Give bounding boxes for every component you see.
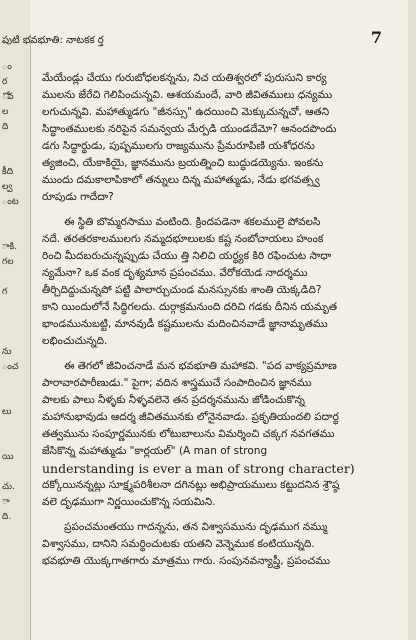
text-line: వలె దృఢముగా నిర్ణయించుకొన్న సయమిని. [42,496,216,508]
edge-fragment [2,375,28,390]
edge-fragment: గ [2,287,8,297]
text-line: ప్రపంచమంతయు గాదన్నను, తన విశ్వాసమును దృఢముగ నమ్ము [64,521,328,533]
text-line: పాలకు పాలు నీళ్ళకు నీళ్ళవలెనె తన ప్రదర్శనమును జోడించుకొన్న [42,394,305,406]
edge-fragment [2,300,28,315]
edge-fragment: చు. [2,482,15,492]
edge-fragment [2,270,28,285]
text-line: తీర్చిదిద్దుచున్నపో పట్టి పాలార్చుచుండ మనస్సునకు శాంతి యెక్కడిది? [42,284,322,296]
text-line: దక్కోయినన్నట్లు సూక్ష్మపరిశీలనా దగినట్లు అభిప్రాయములు కట్టుదనిన శ్రౌష్ఠ [42,479,340,491]
edge-fragment: ంట [2,197,19,207]
edge-fragment: ది [2,122,9,132]
text-line: రించి మీదబరుచున్నప్పుడు చేయు త్తి నిలిచి యర్థ్యక కిరి రఫించుట సాధా [42,250,332,262]
body-text [42,70,388,570]
page-gutter-divider [30,34,31,640]
scan-edge-shade [408,0,416,640]
edge-fragment: ం [2,62,12,72]
edge-fragment: కీది [2,167,14,177]
text-line: ముందు దమకాలాపికాలో తన్నులు దిన్న మహాత్ముడు, నేడు భగవత్స్వ [42,174,320,186]
edge-fragment: గల [2,257,14,267]
text-line: ములను జేరేచి గెలిపించున్నవి. ఆశయమందే, వారి జీవితములు ధన్యము [42,89,333,101]
edge-fragment: ది. [2,512,12,522]
edge-fragment [2,150,28,165]
edge-fragment [2,435,28,450]
edge-fragment: ర [2,77,8,87]
text-line: త్యజించి, యేకాకియై, జ్ఞానమును బ్రయత్నించి బుద్ధుడయ్యెను. ఇంకను [42,157,324,169]
edge-fragment [2,135,28,150]
edge-fragment: ోవ [2,92,14,102]
edge-fragment: యి [2,452,14,462]
text-line: రూపుడు గాదేదా? [42,191,114,203]
text-line: నదే. తరతరకాలములగు నమ్మదభూలులకు కష్ట నంబోచాయలు హంంక [42,233,324,245]
text-line: భవభూతి యొక్కగాతగారు మాత్రము గారు. సంపునవన్యాప్త్రీ, ప్రపంచము [42,555,330,567]
edge-fragment: ంచ [2,362,19,372]
text-line: విశ్వాసము, దానిని సమర్థించుటకు యతని వెన్నెముక కంటియున్నది. [42,538,315,550]
text-line: పారావారపారీణుడు." పైగా; వదిన శాస్త్రముచే సంపాదించిన జ్ఞానము [42,377,312,389]
text-line: కాని యిందులోనే సిద్ధిగలదు. దుర్గాక్రమనుంది దరిచి గడకు దీనిన యమృత [42,301,337,313]
edge-fragment [2,330,28,345]
edge-fragment: ల్వ [2,182,13,192]
edge-fragment [2,390,28,405]
text-line: లగుచున్నవి. మహాత్ముడగు "జీనస్సు" ఉదయించి మెక్కుచున్నచో, ఆతని [42,106,330,118]
running-header: పుటి భవభూతి: నాటకక ర్త [2,35,104,46]
edge-fragment [2,210,28,225]
edge-fragment [2,225,28,240]
edge-fragment [2,315,28,330]
text-line: భాండమునుబట్టి, మానవుడీ కష్టములను మదించినవాడే జ్ఞానామృతము [42,318,328,330]
text-line: మేయేండ్లు చేయు గురుబోధలకన్నను, నిచ యతిశ్వరలో పురుసుని కార్య [42,72,327,84]
edge-fragment: లు [2,407,12,417]
edge-fragment: ా [2,497,10,507]
edge-fragment [2,420,28,435]
text-line: న్యమేనా? ఒక వంక దృశ్యమాన ప్రపంచము. వేరోకయెడ నాదర్శము [42,267,308,279]
text-line: లభించుచున్నది. [42,335,108,347]
text-line: సిద్ధాంతములకు నరిపైన సమన్వయ మేర్పడి యుండదేమో? ఆనందపొందు [42,123,337,135]
text-line: understanding is ever a man of strong character) [42,461,355,476]
page-header [0,28,416,58]
edge-fragment: ను [2,347,12,357]
text-line: ఈ తెగలో జీవించనాడే మన భవభూతి మహాకవి. "పద వాక్యప్రమాణ [64,360,337,372]
edge-fragment: ాకి. [2,242,18,252]
page-number: 7 [370,28,382,47]
adjacent-page-edge-text [2,60,28,525]
text-line: డగు సిద్ధార్థుడు, పుష్పములగు రాజ్యమును ప్రేమరూపిణి యశోధరను [42,140,315,152]
edge-fragment [2,465,28,480]
text-line: మహానుభావుడు ఆదర్శ జీవితమునకు లోనైనవాడు. ప్రకృతియందలి పదార్థ [42,411,339,423]
text-line: ఈ స్థితి బొమ్మరసాము వంటింది. క్రిందపడెనా శకలములై పోవలసి [64,216,321,228]
edge-fragment: ల [2,107,9,117]
text-line: జేసికొన్న మహాత్ముడు "కార్లయల్" (A man of strong [42,445,268,457]
text-line: తత్వమును సంపూర్ణమునకు లోటుబాలును విమర్శించి చక్కగ నవగతము [42,428,335,440]
